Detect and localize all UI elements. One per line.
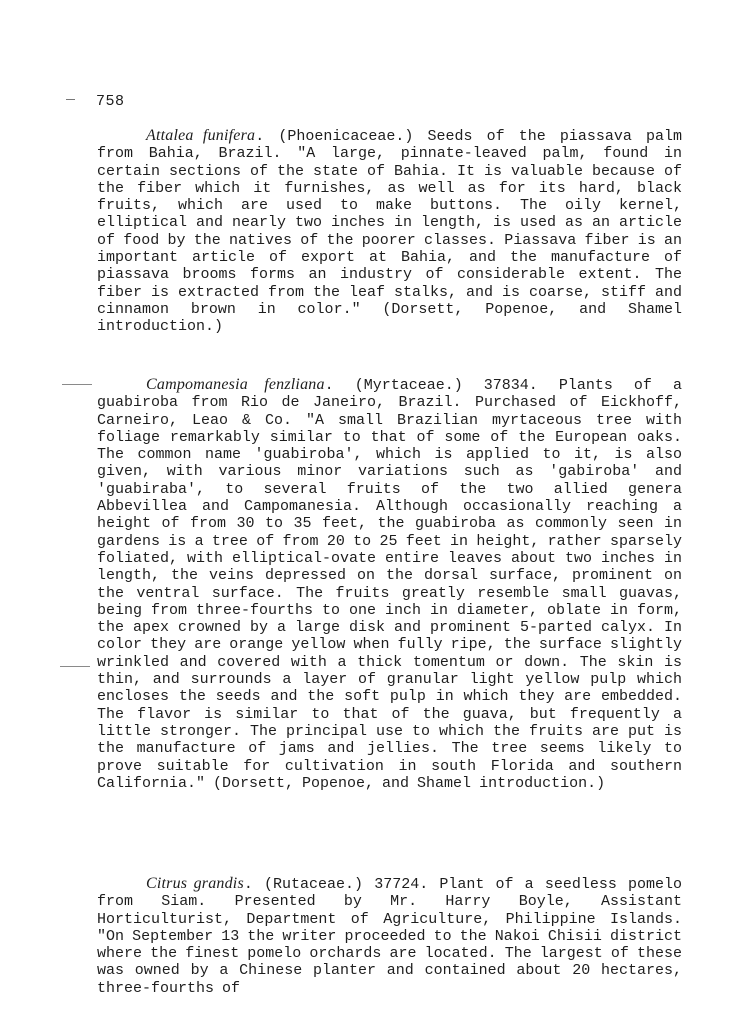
entry-text: . (Rutaceae.) 37724. Plant of a seedless pomelo from Siam. Presented by Mr. Harry Boyle, Assistant Horticulturist, Department of Agriculture, Philippine Islands. "On September 13 the writer proceeded to the Nakoi Chisii district where the finest pomelo orchards are located. The largest of these was owned by a Chinese planter and contained about 20 hectares, three-fourths of (97, 876, 682, 997)
plant-entry (97, 376, 682, 792)
plant-entry (97, 875, 682, 997)
page-number: 758 (96, 93, 125, 110)
entry-text: . (Myrtaceae.) 37834. Plants of a guabiroba from Rio de Janeiro, Brazil. Purchased of Eickhoff, Carneiro, Leao & Co. "A small Brazilian myrtaceous tree with foliage remarkably similar to that of some of the European oaks. The common name 'guabiroba', which is applied to it, is also given, with various minor variations such as 'gabiroba' and 'guabiraba', to several fruits of the two allied genera Abbevillea and Campomanesia. Although occasionally reaching a height of from 30 to 35 feet, the guabiroba as commonly seen in gardens is a tree of from 20 to 25 feet in height, rather sparsely foliated, with elliptical-ovate entire leaves about two inches in length, the veins depressed on the dorsal surface, prominent on the ventral surface. The fruits greatly resemble small guavas, being from three-fourths to one inch in diameter, oblate in form, the apex crowned by a large disk and prominent 5-parted calyx. In color they are orange yellow when fully ripe, the surface slightly wrinkled and covered with a thick tomentum or down. The skin is thin, and surrounds a layer of granular light yellow pulp which encloses the seeds and the soft pulp in which they are embedded. The flavor is similar to that of the guava, but frequently a little stronger. The principal use to which the fruits are put is the manufacture of jams and jellies. The tree seems likely to prove suitable for cultivation in south Florida and southern California." (Dorsett, Popenoe, and Shamel introduction.) (97, 377, 682, 792)
species-name: Campomanesia fenzliana (146, 376, 325, 393)
margin-pencil-mark (60, 666, 90, 667)
species-name: Citrus grandis (146, 875, 244, 892)
margin-dash (66, 99, 75, 100)
species-name: Attalea funifera (146, 127, 256, 144)
entry-text: . (Phoenicaceae.) Seeds of the piassava palm from Bahia, Brazil. "A large, pinnate-leaved palm, found in certain sections of the state of Bahia. It is valuable because of the fiber which it furnishes, as well as for its hard, black fruits, which are used to make buttons. The oily kernel, elliptical and nearly two inches in length, is used as an article of food by the natives of the poorer classes. Piassava fiber is an important article of export at Bahia, and the manufacture of piassava brooms forms an industry of considerable extent. The fiber is extracted from the leaf stalks, and is coarse, stiff and cinnamon brown in color." (Dorsett, Popenoe, and Shamel introduction.) (97, 128, 682, 336)
plant-entry (97, 127, 682, 336)
margin-pencil-mark (62, 384, 92, 385)
